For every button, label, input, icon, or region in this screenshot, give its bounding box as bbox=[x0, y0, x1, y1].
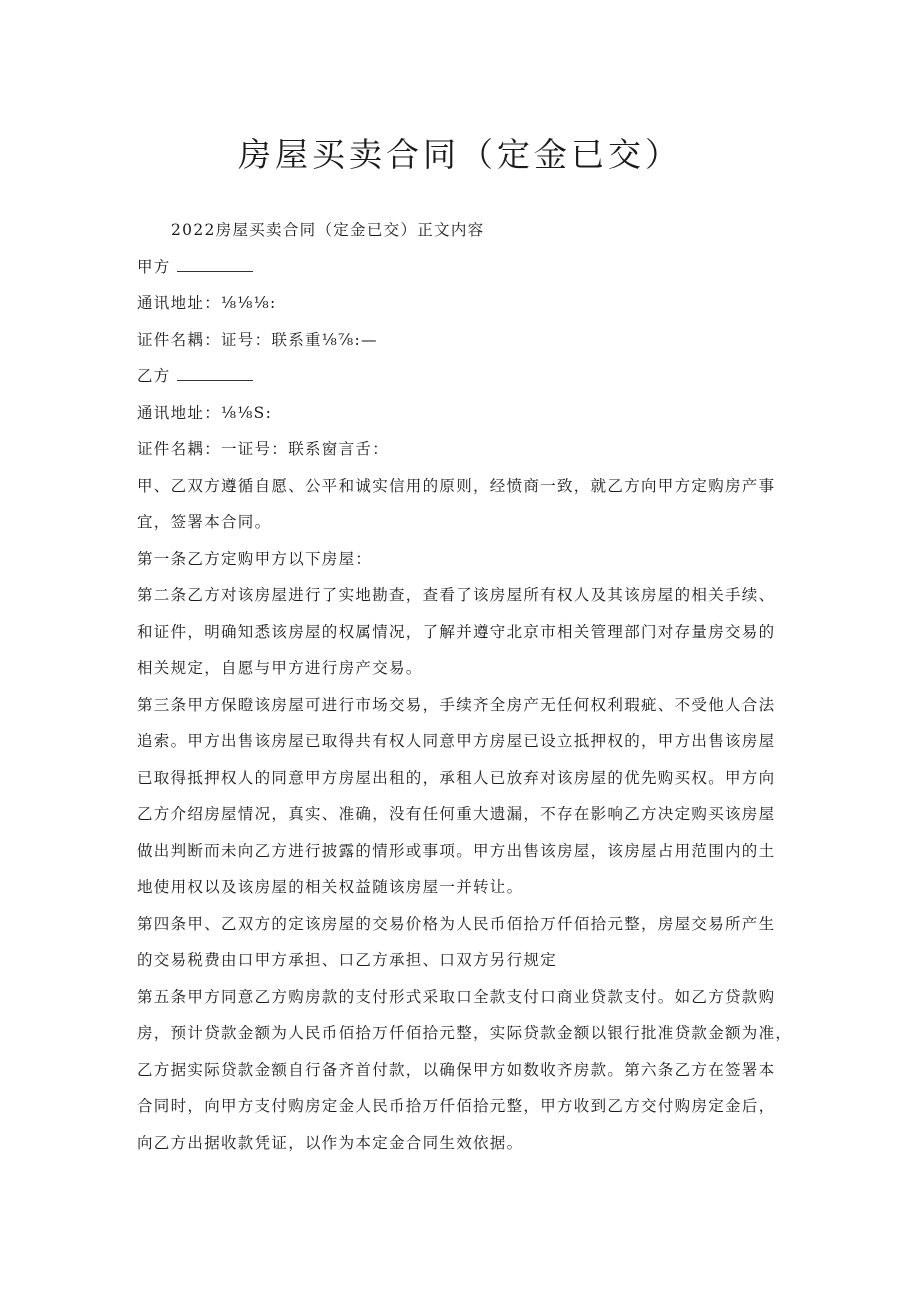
body-line: 相关规定，自愿与甲方进行房产交易。 bbox=[137, 659, 423, 677]
party-a-label: 甲方 bbox=[137, 257, 171, 276]
body-line: 第一条乙方定购甲方以下房屋： bbox=[137, 549, 373, 568]
party-a-id: 证件名耦：证号：联系重⅛⅞:— bbox=[137, 330, 378, 349]
document-title: 房屋买卖合同（定金已交） bbox=[238, 135, 682, 174]
body-line: 第二条乙方对该房屋进行了实地勘查，查看了该房屋所有权人及其该房屋的相关手续、 bbox=[137, 586, 776, 604]
body-line: 第四条甲、乙双方的定该房屋的交易价格为人民币佰拾万仟佰拾元整，房屋交易所产生 bbox=[137, 914, 776, 933]
party-b-address: 通讯地址：⅛⅛S: bbox=[137, 403, 273, 422]
body-line: 已取得抵押权人的同意甲方房屋出租的，承租人已放弃对该房屋的优先购买权。甲方向 bbox=[137, 768, 776, 787]
party-b-line bbox=[137, 358, 797, 395]
body-line: 乙方据实际贷款金额自行备齐首付款，以确保甲方如数收齐房款。第六条乙方在签署本 bbox=[137, 1060, 776, 1079]
body-line: 追索。甲方出售该房屋已取得共有权人同意甲方房屋已设立抵押权的，甲方出售该房屋 bbox=[137, 732, 776, 750]
party-b-label: 乙方 bbox=[137, 367, 171, 385]
body-line: 宜，签署本合同。 bbox=[137, 513, 272, 531]
party-a-blank bbox=[177, 257, 253, 272]
body-line: 乙方介绍房屋情况，真实、准确，没有任何重大遗漏，不存在影响乙方决定购买该房屋 bbox=[137, 805, 776, 823]
body-line: 做出判断而未向乙方进行披露的情形或事项。甲方出售该房屋，该房屋占用范围内的土 bbox=[137, 841, 776, 860]
subtitle: 2022房屋买卖合同（定金已交）正文内容 bbox=[171, 221, 485, 239]
body-line: 合同时，向甲方支付购房定金人民币拾万仟佰拾元整，甲方收到乙方交付购房定金后， bbox=[137, 1097, 776, 1115]
body-line: 向乙方出据收款凭证，以作为本定金合同生效依据。 bbox=[137, 1133, 524, 1152]
party-b-id: 证件名耦：一证号：联系窗言舌： bbox=[137, 440, 390, 458]
body-line: 地使用权以及该房屋的相关权益随该房屋一并转让。 bbox=[137, 878, 524, 896]
body-line: 房，预计贷款金额为人民币佰拾万仟佰拾元整，实际贷款金额以银行批准贷款金额为准， bbox=[137, 1024, 793, 1042]
party-a-address: 通讯地址：⅛⅛⅛: bbox=[137, 294, 277, 312]
body-line: 和证件，明确知悉该房屋的权属情况，了解并遵守北京市相关管理部门对存量房交易的 bbox=[137, 622, 776, 641]
body-line: 第三条甲方保瞪该房屋可进行市场交易，手续齐全房产无任何权利瑕疵、不受他人合法 bbox=[137, 695, 776, 714]
party-a-line bbox=[137, 249, 797, 286]
body-line: 第五条甲方同意乙方购房款的支付形式采取口全款支付口商业贷款支付。如乙方贷款购 bbox=[137, 987, 776, 1006]
party-b-blank bbox=[177, 366, 253, 381]
body-line: 甲、乙双方遵循自愿、公平和诚实信用的原则，经愤商一致，就乙方向甲方定购房产事 bbox=[137, 476, 776, 495]
body-line: 的交易税费由口甲方承担、口乙方承担、口双方另行规定 bbox=[137, 951, 558, 969]
document-body bbox=[137, 212, 797, 1161]
